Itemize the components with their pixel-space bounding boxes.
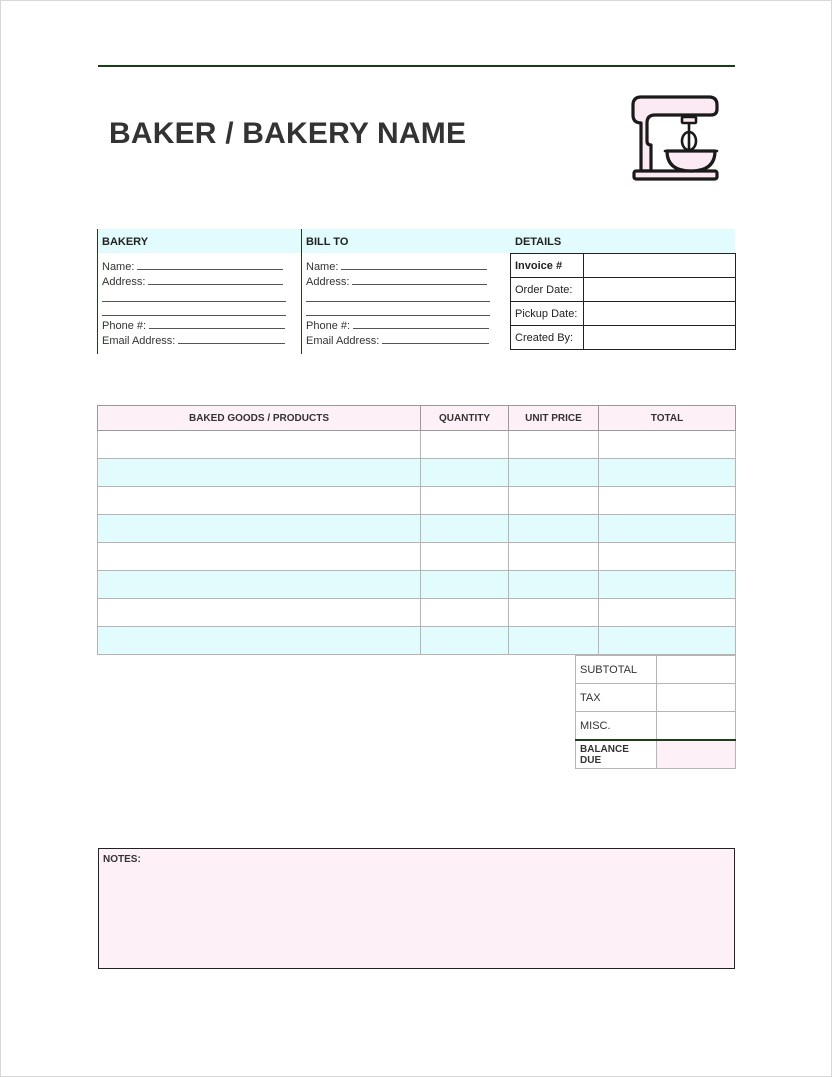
notes-label: NOTES:: [103, 854, 141, 865]
bill-to-address-field[interactable]: Address:: [302, 274, 511, 289]
bakery-address-line-3[interactable]: [102, 305, 286, 316]
subtotal-label: SUBTOTAL: [576, 656, 657, 684]
bill-to-phone-field[interactable]: Phone #:: [302, 318, 511, 333]
column-header-total: TOTAL: [599, 406, 736, 431]
misc-value[interactable]: [657, 712, 736, 741]
table-row: [98, 627, 736, 655]
details-table: [510, 253, 736, 350]
product-cell[interactable]: [98, 599, 421, 627]
misc-label: MISC.: [576, 712, 657, 741]
pickup-date-label: Pickup Date:: [511, 302, 584, 326]
bill-to-info: [301, 229, 511, 354]
details-heading: DETAILS: [510, 229, 735, 253]
balance-due-row: [576, 740, 736, 769]
totals-table: [575, 655, 736, 769]
quantity-cell[interactable]: [421, 459, 509, 487]
quantity-cell[interactable]: [421, 627, 509, 655]
quantity-cell[interactable]: [421, 599, 509, 627]
bill-to-address-line-3[interactable]: [306, 305, 490, 316]
tax-label: TAX: [576, 684, 657, 712]
invoice-number-value[interactable]: [584, 254, 736, 278]
pickup-date-value[interactable]: [584, 302, 736, 326]
table-row: [98, 431, 736, 459]
quantity-cell[interactable]: [421, 487, 509, 515]
unit-price-cell[interactable]: [509, 515, 599, 543]
quantity-cell[interactable]: [421, 515, 509, 543]
bakery-heading: BAKERY: [98, 229, 301, 253]
unit-price-cell[interactable]: [509, 487, 599, 515]
unit-price-cell[interactable]: [509, 599, 599, 627]
product-cell[interactable]: [98, 543, 421, 571]
total-cell[interactable]: [599, 487, 736, 515]
unit-price-cell[interactable]: [509, 459, 599, 487]
bakery-name-field[interactable]: Name:: [98, 259, 301, 274]
total-cell[interactable]: [599, 571, 736, 599]
misc-row: [576, 712, 736, 741]
bill-to-email-field[interactable]: Email Address:: [302, 333, 511, 348]
balance-due-value[interactable]: [657, 740, 736, 769]
bakery-email-field[interactable]: Email Address:: [98, 333, 301, 348]
bill-to-heading: BILL TO: [302, 229, 511, 253]
product-cell[interactable]: [98, 487, 421, 515]
invoice-number-label: Invoice #: [511, 254, 584, 278]
table-row: [98, 515, 736, 543]
table-row: [98, 571, 736, 599]
details-row: [511, 302, 736, 326]
details-row: [511, 326, 736, 350]
quantity-cell[interactable]: [421, 571, 509, 599]
total-cell[interactable]: [599, 627, 736, 655]
unit-price-cell[interactable]: [509, 431, 599, 459]
quantity-cell[interactable]: [421, 543, 509, 571]
table-row: [98, 487, 736, 515]
total-cell[interactable]: [599, 599, 736, 627]
details-row: [511, 254, 736, 278]
tax-value[interactable]: [657, 684, 736, 712]
bill-to-address-line-2[interactable]: [306, 291, 490, 302]
balance-due-label: BALANCE DUE: [576, 740, 657, 769]
order-date-label: Order Date:: [511, 278, 584, 302]
bakery-phone-field[interactable]: Phone #:: [98, 318, 301, 333]
quantity-cell[interactable]: [421, 431, 509, 459]
bakery-address-line-2[interactable]: [102, 291, 286, 302]
product-cell[interactable]: [98, 431, 421, 459]
column-header-unit-price: UNIT PRICE: [509, 406, 599, 431]
order-date-value[interactable]: [584, 278, 736, 302]
notes-box[interactable]: [98, 848, 735, 969]
bakery-info: [97, 229, 301, 354]
total-cell[interactable]: [599, 515, 736, 543]
table-row: [98, 599, 736, 627]
page-title: BAKER / BAKERY NAME: [109, 117, 467, 150]
created-by-value[interactable]: [584, 326, 736, 350]
details-row: [511, 278, 736, 302]
products-header-row: [98, 406, 736, 431]
product-cell[interactable]: [98, 627, 421, 655]
tax-row: [576, 684, 736, 712]
bakery-address-field[interactable]: Address:: [98, 274, 301, 289]
unit-price-cell[interactable]: [509, 543, 599, 571]
product-cell[interactable]: [98, 515, 421, 543]
created-by-label: Created By:: [511, 326, 584, 350]
subtotal-row: [576, 656, 736, 684]
top-divider: [98, 65, 735, 67]
product-cell[interactable]: [98, 571, 421, 599]
total-cell[interactable]: [599, 459, 736, 487]
stand-mixer-icon: [629, 93, 721, 183]
table-row: [98, 459, 736, 487]
total-cell[interactable]: [599, 543, 736, 571]
column-header-quantity: QUANTITY: [421, 406, 509, 431]
total-cell[interactable]: [599, 431, 736, 459]
unit-price-cell[interactable]: [509, 627, 599, 655]
product-cell[interactable]: [98, 459, 421, 487]
subtotal-value[interactable]: [657, 656, 736, 684]
table-row: [98, 543, 736, 571]
column-header-products: BAKED GOODS / PRODUCTS: [98, 406, 421, 431]
bill-to-name-field[interactable]: Name:: [302, 259, 511, 274]
unit-price-cell[interactable]: [509, 571, 599, 599]
products-table: [97, 405, 736, 655]
